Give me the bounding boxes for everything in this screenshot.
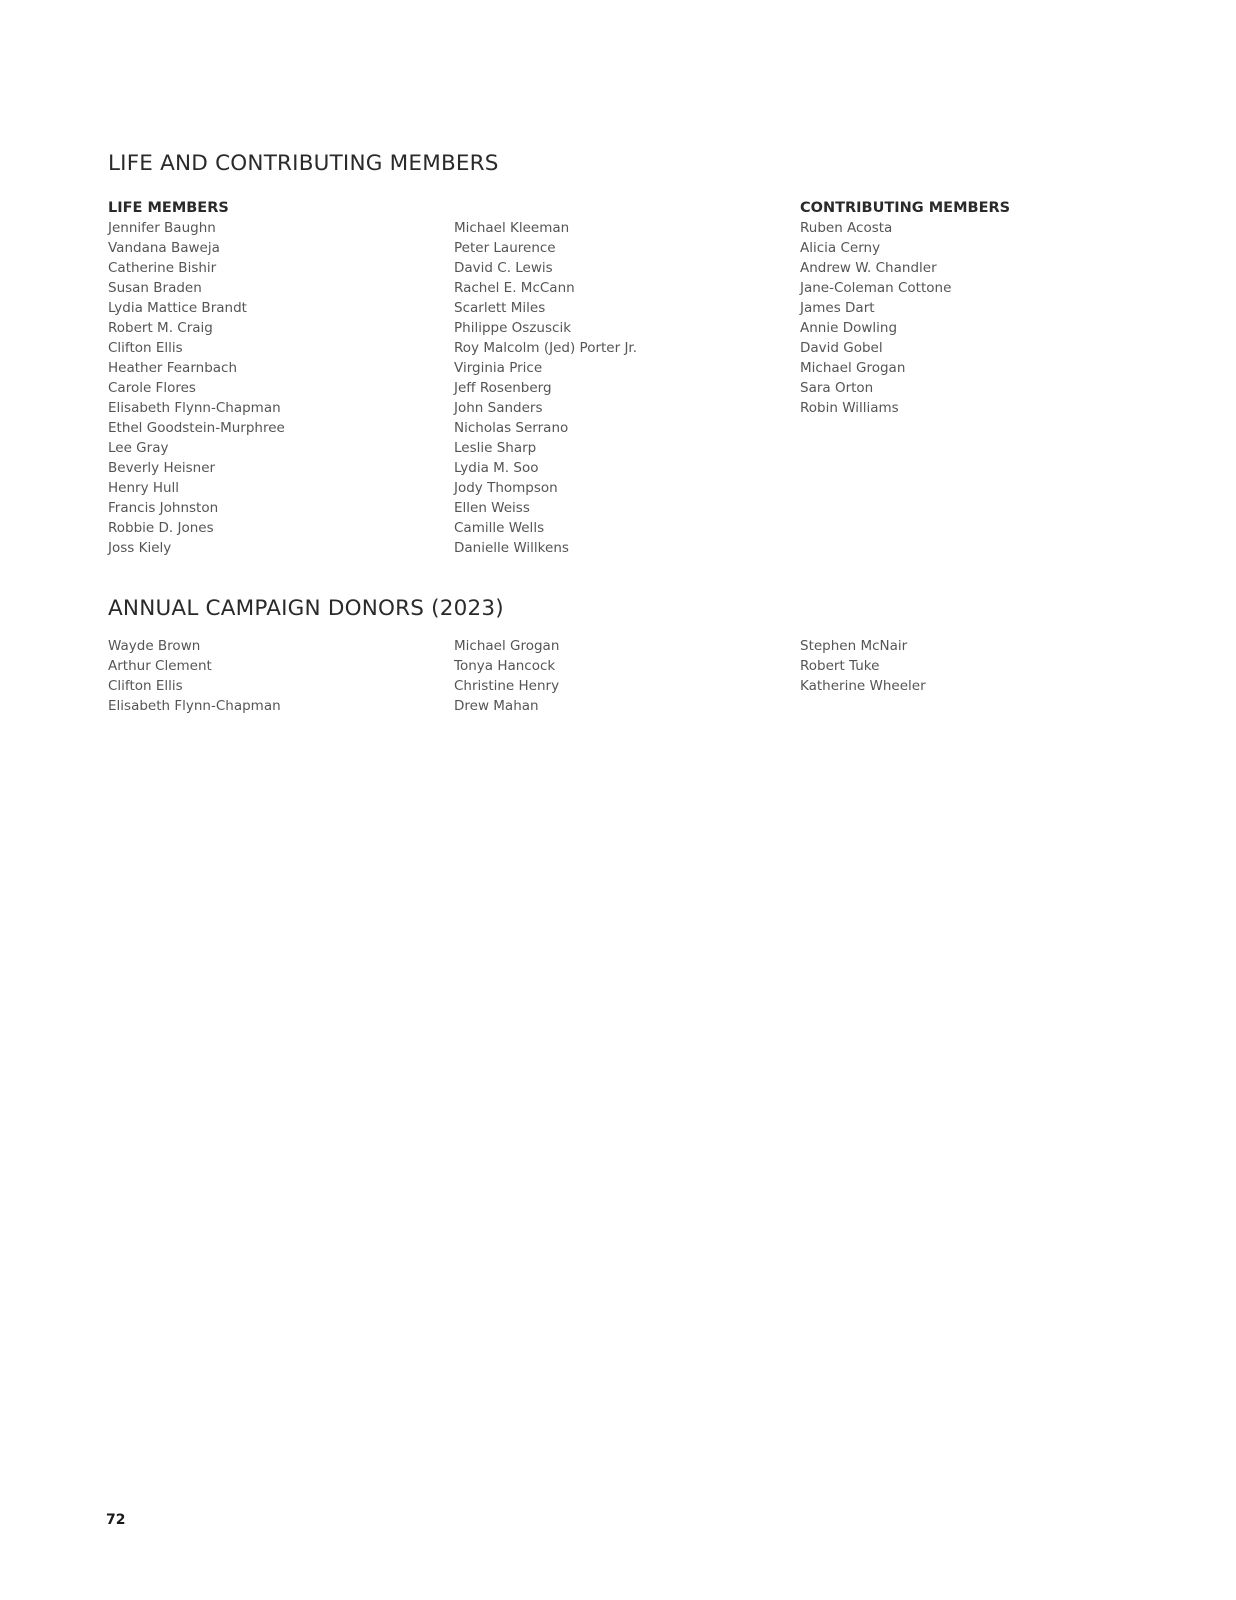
list-item: Roy Malcolm (Jed) Porter Jr. bbox=[454, 340, 638, 356]
list-item: Francis Johnston bbox=[108, 500, 219, 516]
contributing-members-heading: CONTRIBUTING MEMBERS bbox=[800, 200, 1011, 216]
list-item: Wayde Brown bbox=[108, 638, 201, 654]
list-item: Drew Mahan bbox=[454, 698, 539, 714]
list-item: Nicholas Serrano bbox=[454, 420, 569, 436]
life-members-column-1 bbox=[108, 198, 428, 558]
contributing-members-column bbox=[800, 198, 1120, 418]
list-item: Ellen Weiss bbox=[454, 500, 530, 516]
annual-campaign-heading: ANNUAL CAMPAIGN DONORS (2023) bbox=[108, 596, 504, 621]
list-item: Heather Fearnbach bbox=[108, 360, 238, 376]
list-item: James Dart bbox=[800, 300, 875, 316]
list-item: Arthur Clement bbox=[108, 658, 212, 674]
list-item: Michael Grogan bbox=[454, 638, 560, 654]
list-item: Leslie Sharp bbox=[454, 440, 537, 456]
list-item: Beverly Heisner bbox=[108, 460, 216, 476]
list-item: Jeff Rosenberg bbox=[454, 380, 552, 396]
list-item: Camille Wells bbox=[454, 520, 545, 536]
annual-donors-list-3 bbox=[800, 636, 1120, 696]
list-item: John Sanders bbox=[454, 400, 543, 416]
list-item: Peter Laurence bbox=[454, 240, 556, 256]
annual-donors-column-3 bbox=[800, 636, 1120, 696]
life-members-list-2 bbox=[454, 218, 774, 558]
list-item: Ethel Goodstein-Murphree bbox=[108, 420, 285, 436]
list-item: Vandana Baweja bbox=[108, 240, 220, 256]
list-item: Robin Williams bbox=[800, 400, 899, 416]
list-item: Carole Flores bbox=[108, 380, 196, 396]
life-members-heading: LIFE MEMBERS bbox=[108, 200, 229, 216]
list-item: Clifton Ellis bbox=[108, 340, 183, 356]
page-number: 72 bbox=[106, 1512, 126, 1528]
life-and-contributing-heading: LIFE AND CONTRIBUTING MEMBERS bbox=[108, 151, 499, 176]
list-item: Stephen McNair bbox=[800, 638, 908, 654]
list-item: Jane-Coleman Cottone bbox=[800, 280, 952, 296]
list-item: Lee Gray bbox=[108, 440, 169, 456]
list-item: Robert M. Craig bbox=[108, 320, 213, 336]
list-item: Lydia M. Soo bbox=[454, 460, 539, 476]
list-item: Clifton Ellis bbox=[108, 678, 183, 694]
list-item: Michael Kleeman bbox=[454, 220, 570, 236]
list-item: Elisabeth Flynn-Chapman bbox=[108, 698, 281, 714]
annual-donors-list-1 bbox=[108, 636, 428, 716]
annual-donors-column-2 bbox=[454, 636, 774, 716]
list-item: Alicia Cerny bbox=[800, 240, 881, 256]
list-item: David Gobel bbox=[800, 340, 883, 356]
list-item: Jody Thompson bbox=[454, 480, 558, 496]
list-item: Ruben Acosta bbox=[800, 220, 893, 236]
list-item: Virginia Price bbox=[454, 360, 543, 376]
list-item: Katherine Wheeler bbox=[800, 678, 926, 694]
list-item: Lydia Mattice Brandt bbox=[108, 300, 247, 316]
list-item: Joss Kiely bbox=[108, 540, 172, 556]
list-item: David C. Lewis bbox=[454, 260, 553, 276]
list-item: Philippe Oszuscik bbox=[454, 320, 572, 336]
list-item: Susan Braden bbox=[108, 280, 202, 296]
list-item: Catherine Bishir bbox=[108, 260, 217, 276]
list-item: Robert Tuke bbox=[800, 658, 880, 674]
list-item: Jennifer Baughn bbox=[108, 220, 216, 236]
list-item: Annie Dowling bbox=[800, 320, 898, 336]
list-item: Robbie D. Jones bbox=[108, 520, 214, 536]
annual-donors-list-2 bbox=[454, 636, 774, 716]
annual-donors-column-1 bbox=[108, 636, 428, 716]
list-item: Henry Hull bbox=[108, 480, 180, 496]
list-item: Scarlett Miles bbox=[454, 300, 546, 316]
list-item: Danielle Willkens bbox=[454, 540, 569, 556]
list-item: Michael Grogan bbox=[800, 360, 906, 376]
list-item: Andrew W. Chandler bbox=[800, 260, 937, 276]
list-item: Tonya Hancock bbox=[454, 658, 556, 674]
list-item: Rachel E. McCann bbox=[454, 280, 575, 296]
life-members-list-1 bbox=[108, 218, 428, 558]
contributing-members-list bbox=[800, 218, 1120, 418]
life-members-column-2 bbox=[454, 218, 774, 558]
list-item: Sara Orton bbox=[800, 380, 874, 396]
list-item: Elisabeth Flynn-Chapman bbox=[108, 400, 281, 416]
list-item: Christine Henry bbox=[454, 678, 560, 694]
